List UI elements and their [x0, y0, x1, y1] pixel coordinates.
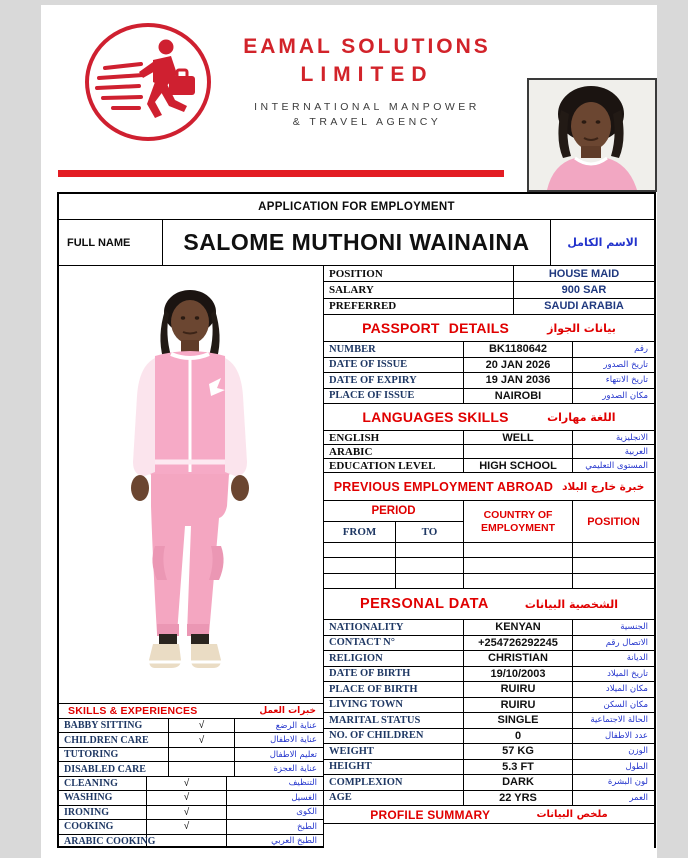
field-label-arabic: مكان السكن [603, 699, 648, 710]
field-label: DATE OF BIRTH [324, 667, 464, 682]
period-label: PERIOD [324, 501, 463, 522]
field-label: NO. OF CHILDREN [324, 729, 464, 744]
skill-label-arabic: الطبخ العربي [271, 836, 317, 847]
field-label: SALARY [324, 282, 514, 297]
field-label: NATIONALITY [324, 620, 464, 635]
field-label: AGE [324, 791, 464, 806]
skill-label-arabic: التنظيف [288, 778, 317, 789]
skill-checkmark [147, 835, 227, 848]
personal-row [324, 713, 654, 729]
skill-row [59, 820, 323, 834]
language-row [324, 445, 654, 459]
field-value: +254726292245 [464, 636, 573, 651]
field-value: 5.3 FT [464, 760, 573, 775]
applicant-portrait-photo [527, 78, 657, 192]
skill-label: BABBY SITTING [59, 719, 169, 732]
field-label-arabic: عدد الاطفال [604, 730, 648, 741]
skill-label: DISABLED CARE [59, 762, 169, 775]
skill-checkmark: √ [147, 791, 227, 804]
passport-row [324, 358, 654, 374]
header-divider-bar [58, 170, 504, 177]
skills-header [59, 704, 323, 719]
personal-row [324, 760, 654, 776]
skill-label-arabic: عناية العجزة [273, 764, 317, 775]
field-value: 20 JAN 2026 [464, 358, 573, 373]
field-value: 19/10/2003 [464, 667, 573, 682]
field-label-arabic: رقم [634, 344, 648, 355]
field-label-arabic: تاريخ الميلاد [607, 668, 648, 679]
personal-section-header [324, 589, 654, 620]
skill-row [59, 733, 323, 747]
skill-label-arabic: عناية الاطفال [270, 735, 317, 746]
passport-row [324, 342, 654, 358]
field-label-arabic: الطول [625, 761, 648, 772]
company-tagline-line2: & TRAVEL AGENCY [292, 116, 442, 129]
field-value: WELL [464, 431, 573, 444]
field-value: RUIRU [464, 682, 573, 697]
field-label-arabic: الجنسية [620, 622, 648, 633]
skill-label: COOKING [59, 820, 147, 833]
field-label-arabic: العمر [629, 792, 648, 803]
skill-checkmark: √ [147, 820, 227, 833]
right-column [324, 266, 654, 848]
field-label: COMPLEXION [324, 775, 464, 790]
field-value: HOUSE MAID [548, 267, 620, 280]
company-name-block [217, 33, 517, 131]
skill-label-arabic: تعليم الاطفال [269, 749, 317, 760]
field-value: 900 SAR [561, 283, 607, 296]
field-label: POSITION [324, 266, 514, 281]
languages-title: LANGUAGES SKILLS [362, 409, 509, 425]
profile-summary-box [324, 824, 654, 848]
left-column [59, 266, 324, 848]
skill-label: CLEANING [59, 777, 147, 790]
passport-row [324, 389, 654, 405]
personal-title: PERSONAL DATA [359, 596, 489, 612]
skill-row [59, 719, 323, 733]
form-title: APPLICATION FOR EMPLOYMENT [59, 194, 654, 220]
personal-row [324, 667, 654, 683]
employment-empty-row [324, 574, 654, 589]
profile-title-arabic: ملخص البيانات [536, 809, 608, 820]
skill-label: IRONING [59, 806, 147, 819]
personal-title-arabic: الشخصية البيانات [524, 597, 619, 611]
company-name-line1: EAMAL SOLUTIONS [243, 35, 491, 58]
languages-table [324, 431, 654, 473]
field-value: CHRISTIAN [464, 651, 573, 666]
field-label-arabic: لون البشرة [607, 777, 648, 788]
personal-row [324, 636, 654, 652]
personal-row [324, 698, 654, 714]
field-label-arabic: المستوى التعليمي [585, 460, 648, 471]
field-value: 22 YRS [464, 791, 573, 806]
skill-row [59, 777, 323, 791]
field-label: PLACE OF ISSUE [324, 389, 464, 404]
placement-row [324, 299, 654, 315]
field-label: DATE OF EXPIRY [324, 373, 464, 388]
field-label: LIVING TOWN [324, 698, 464, 713]
field-label-arabic: الحالة الاجتماعية [590, 715, 648, 726]
field-value [464, 445, 573, 458]
company-name-line2: LIMITED [300, 63, 434, 87]
full-name-label-arabic: الاسم الكامل [567, 236, 638, 249]
personal-row [324, 682, 654, 698]
skill-label-arabic: الغسيل [291, 792, 317, 803]
fullbody-illustration [59, 266, 323, 703]
field-value: 19 JAN 2036 [464, 373, 573, 388]
employment-table-header [324, 501, 654, 543]
application-form-table [57, 192, 656, 848]
field-label: DATE OF ISSUE [324, 358, 464, 373]
skill-row [59, 791, 323, 805]
field-label: CONTACT N° [324, 636, 464, 651]
field-label-arabic: تاريخ الصدور [603, 359, 648, 370]
skills-title: SKILLS & EXPERIENCES [68, 705, 198, 717]
full-name-label: FULL NAME [59, 220, 163, 265]
skill-label: CHILDREN CARE [59, 733, 169, 746]
personal-row [324, 651, 654, 667]
field-value: NAIROBI [464, 389, 573, 404]
field-label: PREFERRED [324, 299, 514, 314]
skill-checkmark: √ [169, 719, 235, 732]
employment-empty-row [324, 543, 654, 558]
field-label: MARITAL STATUS [324, 713, 464, 728]
from-label: FROM [324, 522, 396, 542]
position-column-header: POSITION [587, 515, 640, 528]
placement-table [324, 266, 654, 315]
languages-title-arabic: اللغة مهارات [547, 410, 616, 424]
field-label: WEIGHT [324, 744, 464, 759]
field-value: SINGLE [464, 713, 573, 728]
skill-label: ARABIC COOKING [59, 835, 147, 848]
field-label: NUMBER [324, 342, 464, 357]
full-name-value: SALOME MUTHONI WAINAINA [163, 220, 551, 265]
to-label: TO [421, 526, 438, 538]
field-label: ENGLISH [324, 431, 464, 444]
skill-checkmark: √ [169, 733, 235, 746]
personal-row [324, 744, 654, 760]
language-row [324, 431, 654, 445]
skill-label-arabic: الكوى [296, 807, 317, 818]
personal-row [324, 791, 654, 807]
passport-title: PASSPORT DETAILS [362, 320, 510, 336]
placement-row [324, 266, 654, 282]
skill-checkmark [169, 762, 235, 775]
employment-table [324, 501, 654, 589]
passport-table [324, 342, 654, 404]
skill-label-arabic: الطبخ [297, 821, 317, 832]
skill-label-arabic: عناية الرضع [275, 720, 317, 731]
field-value: RUIRU [464, 698, 573, 713]
field-value: 0 [464, 729, 573, 744]
personal-data-table [324, 620, 654, 806]
company-logo [83, 22, 213, 143]
field-label: EDUCATION LEVEL [324, 459, 464, 472]
skill-row [59, 748, 323, 762]
personal-row [324, 620, 654, 636]
applicant-fullbody-photo [59, 266, 323, 703]
skill-checkmark: √ [147, 777, 227, 790]
employment-title-arabic: خبرة خارج البلاد [562, 480, 645, 493]
country-column-header: COUNTRY OF EMPLOYMENT [464, 501, 573, 542]
languages-section-header [324, 404, 654, 431]
employment-title: PREVIOUS EMPLOYMENT ABROAD [333, 479, 554, 494]
profile-section-header [324, 806, 654, 824]
field-label-arabic: الديانة [626, 653, 648, 664]
profile-title: PROFILE SUMMARY [370, 807, 491, 822]
field-value: BK1180642 [464, 342, 573, 357]
employment-section-header [324, 473, 654, 501]
personal-row [324, 775, 654, 791]
field-label: ARABIC [324, 445, 464, 458]
field-label-arabic: العربية [624, 446, 648, 457]
field-label: HEIGHT [324, 760, 464, 775]
language-row [324, 459, 654, 473]
field-label-arabic: الانجليزية [615, 432, 648, 443]
field-value: SAUDI ARABIA [544, 300, 624, 313]
skill-checkmark [169, 748, 235, 761]
skill-row [59, 762, 323, 776]
passport-row [324, 373, 654, 389]
field-label: PLACE OF BIRTH [324, 682, 464, 697]
skill-row [59, 835, 323, 848]
employment-empty-row [324, 558, 654, 573]
field-label-arabic: مكان الميلاد [605, 684, 648, 695]
field-value: DARK [464, 775, 573, 790]
placement-row [324, 282, 654, 298]
field-value: 57 KG [464, 744, 573, 759]
field-label: RELIGION [324, 651, 464, 666]
passport-section-header [324, 315, 654, 342]
skill-label: WASHING [59, 791, 147, 804]
portrait-illustration [529, 80, 655, 190]
field-label-arabic: الاتصال رقم [605, 637, 648, 648]
field-label-arabic: مكان الصدور [602, 390, 648, 401]
passport-title-arabic: بيانات الجواز [547, 321, 616, 335]
skills-title-arabic: خبرات العمل [259, 706, 316, 716]
field-value: KENYAN [464, 620, 573, 635]
application-document [41, 5, 657, 858]
field-label-arabic: تاريخ الانتهاء [605, 375, 648, 386]
runner-briefcase-icon [83, 22, 213, 143]
full-name-row [59, 220, 654, 266]
field-value: HIGH SCHOOL [464, 459, 573, 472]
company-tagline-line1: INTERNATIONAL MANPOWER [254, 100, 480, 113]
personal-row [324, 729, 654, 745]
field-label-arabic: الوزن [628, 746, 648, 757]
skill-label: TUTORING [59, 748, 169, 761]
skill-row [59, 806, 323, 820]
skills-table [59, 703, 323, 848]
skill-checkmark: √ [147, 806, 227, 819]
period-column-header [324, 501, 464, 542]
